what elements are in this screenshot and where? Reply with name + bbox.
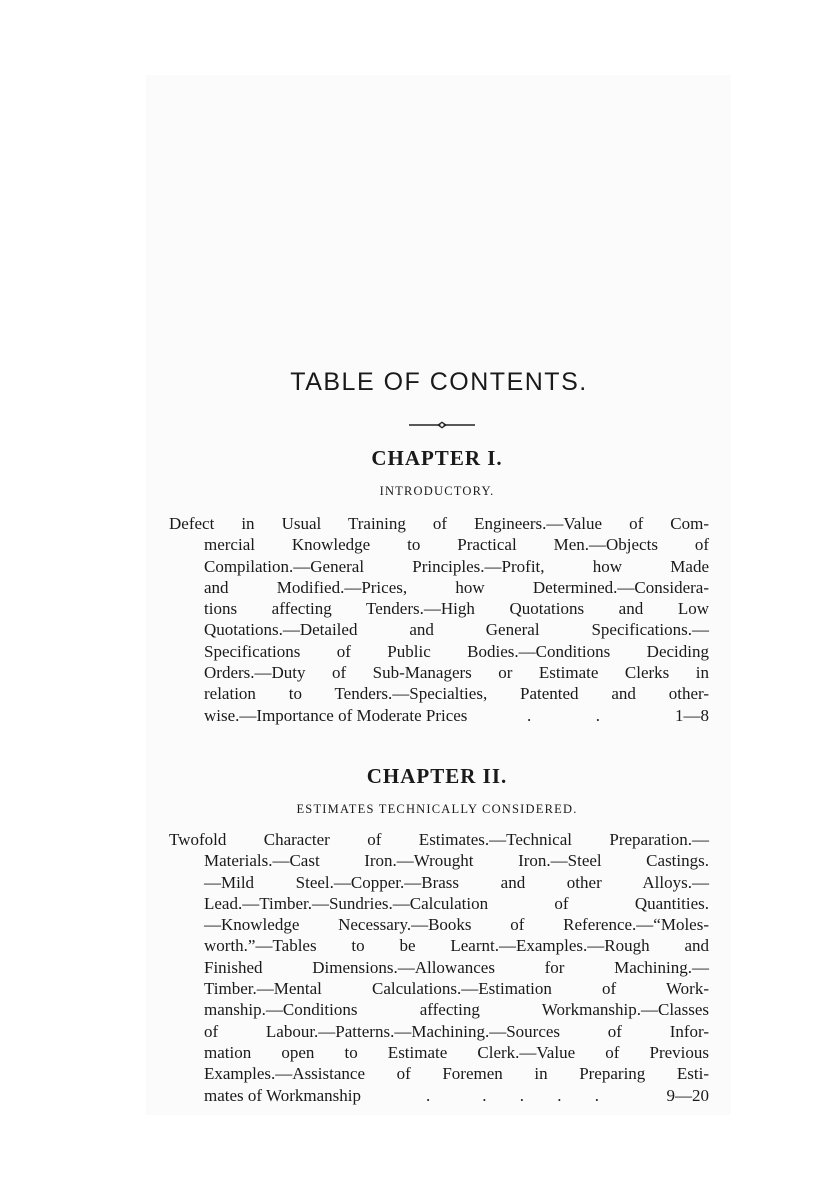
toc-line: and Modified.—Prices, how Determined.—Considera- [204,577,709,597]
toc-line: —Knowledge Necessary.—Books of Reference.—“Moles- [204,915,709,935]
toc-line: mercial Knowledge to Practical Men.—Objects of [204,535,709,555]
toc-line: mates of Workmanship [204,1085,361,1105]
chapter-1-entry [169,513,709,726]
toc-line: Twofold Character of Estimates.—Technical Preparation.— [169,830,709,849]
toc-line: Orders.—Duty of Sub-Managers or Estimate Clerks in [204,663,709,683]
toc-line: —Mild Steel.—Copper.—Brass and other Alloys.— [204,872,709,892]
toc-line-last [169,1085,709,1106]
chapter-1-subtitle: INTRODUCTORY. [379,484,495,498]
toc-line: Compilation.—General Principles.—Profit, how Made [204,556,709,576]
toc-line: of Labour.—Patterns.—Machining.—Sources of Infor- [204,1021,709,1041]
chapter-2-entry [169,829,709,1106]
toc-line: Timber.—Mental Calculations.—Estimation of Work- [204,979,709,999]
toc-line: mation open to Estimate Clerk.—Value of Previous [204,1042,709,1062]
page-range: 9—20 [666,1085,709,1105]
chapter-2-subtitle: ESTIMATES TECHNICALLY CONSIDERED. [296,802,578,816]
toc-line: relation to Tenders.—Specialties, Patented and other- [204,684,709,704]
toc-line: tions affecting Tenders.—High Quotations and Low [204,599,709,619]
dot-leaders: . . [527,705,602,725]
page-range: 1—8 [675,705,709,725]
toc-line: manship.—Conditions affecting Workmanship.—Classes [204,1000,709,1020]
ornament-divider-icon [409,420,475,430]
dot-leaders: . . . . . [426,1085,601,1105]
toc-line: Specifications of Public Bodies.—Conditions Deciding [204,641,709,661]
toc-line: Finished Dimensions.—Allowances for Machining.— [204,957,709,977]
toc-line: Lead.—Timber.—Sundries.—Calculation of Quantities. [204,893,709,913]
toc-line-last [169,705,709,726]
toc-line: worth.”—Tables to be Learnt.—Examples.—Rough and [204,936,709,956]
toc-line: Quotations.—Detailed and General Specifications.— [204,620,709,640]
toc-line: Materials.—Cast Iron.—Wrought Iron.—Steel Castings. [204,851,709,871]
chapter-2-heading: CHAPTER II. [366,764,508,788]
page-title: TABLE OF CONTENTS. [290,368,588,396]
chapter-1-heading: CHAPTER I. [371,446,503,470]
toc-line: Examples.—Assistance of Foremen in Preparing Esti- [204,1064,709,1084]
toc-line: wise.—Importance of Moderate Prices [204,705,468,725]
toc-line: Defect in Usual Training of Engineers.—Value of Com- [169,514,709,533]
